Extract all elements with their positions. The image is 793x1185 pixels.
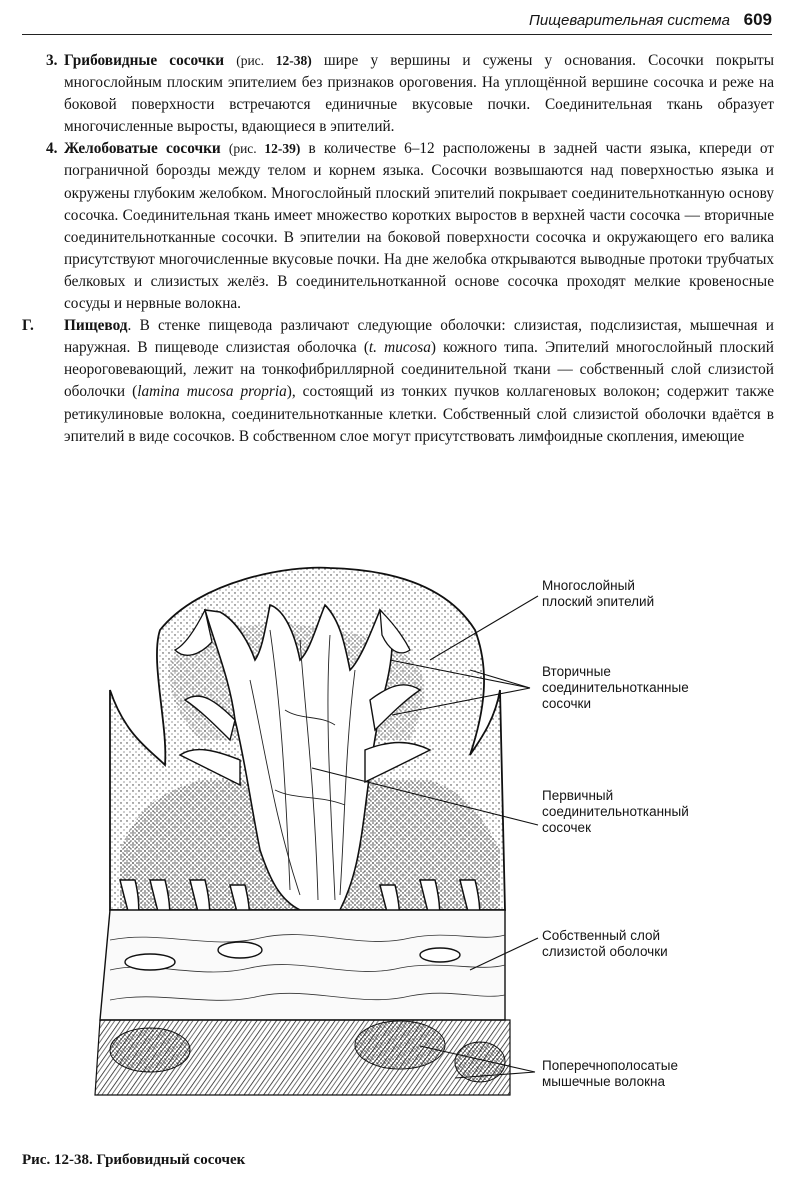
paragraph-text: ), состоящий из тонких пучков коллагеновых волокон; содержит также ретикулиновые волокна, соединительнотканные клетки. Собственный слой слизистой оболочки вдаётся в эпителий в виде сосочков. В собственном слое могут присутствовать лимфоидные скопления, имеющие [64,383,774,445]
section-esophagus [22,315,774,448]
term-esophagus: Пищевод [64,317,128,335]
label-epithelium: Многослойный плоский эпителий [542,578,655,609]
label-lamina-propria: Собственный слой слизистой оболочки [542,928,668,959]
list-marker: 4. [46,140,58,158]
figure-ref: (рис. 12-38) [236,53,312,68]
section-marker: Г. [22,317,34,335]
running-head-section: Пищеварительная система [529,12,730,29]
caption-number: Рис. 12-38. [22,1152,93,1168]
latin-term: lamina mucosa propria [137,383,287,401]
figure-ref: (рис. 12-39) [228,141,301,157]
figure-caption [22,1152,245,1169]
paragraph-text: шире у вершины и сужены у основания. Сосочки покрыты многослойным плоским эпителием без признаков ороговения. На уплощённой вершине сосочка и реже на боковой поверхности встречаются единичные вкусовые почки. Соединительная ткань образует многочисленные выросты, вдающиеся в эпителий. [64,52,775,136]
list-item-vallate [22,138,774,315]
term-vallate: Желобоватые сосочки [64,140,221,158]
latin-term: t. mucosa [368,339,431,357]
running-head [22,8,772,35]
figure-fungiform-papilla [0,550,793,1110]
label-muscle-fibers: Поперечнополосатые мышечные волокна [542,1058,679,1089]
caption-title: Грибовидный сосочек [96,1152,246,1168]
paragraph-text: . В стенке пищевода различают следующие оболочки: слизистая, подслизистая, мышечная и наружная. В пищеводе слизистая оболочка ( [64,317,774,357]
label-secondary-papillae: Вторичные соединительнотканные сосочки [542,664,689,711]
paragraph-text: в количестве 6–12 расположены в задней части языка, кпереди от пограничной борозды между телом и корнем языка. Сосочки возвышаются над поверхностью языка и окружены глубоким желобком. Многослойный плоский эпителий покрывает соединительнотканную основу сосочка. Соединительная ткань имеет множество коротких выростов в верхней части сосочка — вторичные соединительнотканные сосочки. В эпителии на боковой поверхности сосочка и окружающего его валика присутствуют многочисленные вкусовые почки. На дне желобка открываются выводные протоки трубчатых белковых и слизистых желёз. В соединительнотканной основе сосочка проходят мелкие кровеносные сосуды и нервные волокна. [64,140,774,313]
label-primary-papilla: Первичный соединительнотканный сосочек [542,788,689,835]
term-fungiform: Грибовидные сосочки [64,52,225,69]
list-item-fungiform [22,50,774,138]
list-marker: 3. [46,52,58,69]
paragraph-text: ) кожного типа. Эпителий многослойный плоский неороговевающий, лежит на тонкофибриллярной соединительной ткани — собственный слой слизистой оболочки ( [64,339,774,401]
page-number: 609 [743,10,772,29]
body-text [22,50,774,448]
